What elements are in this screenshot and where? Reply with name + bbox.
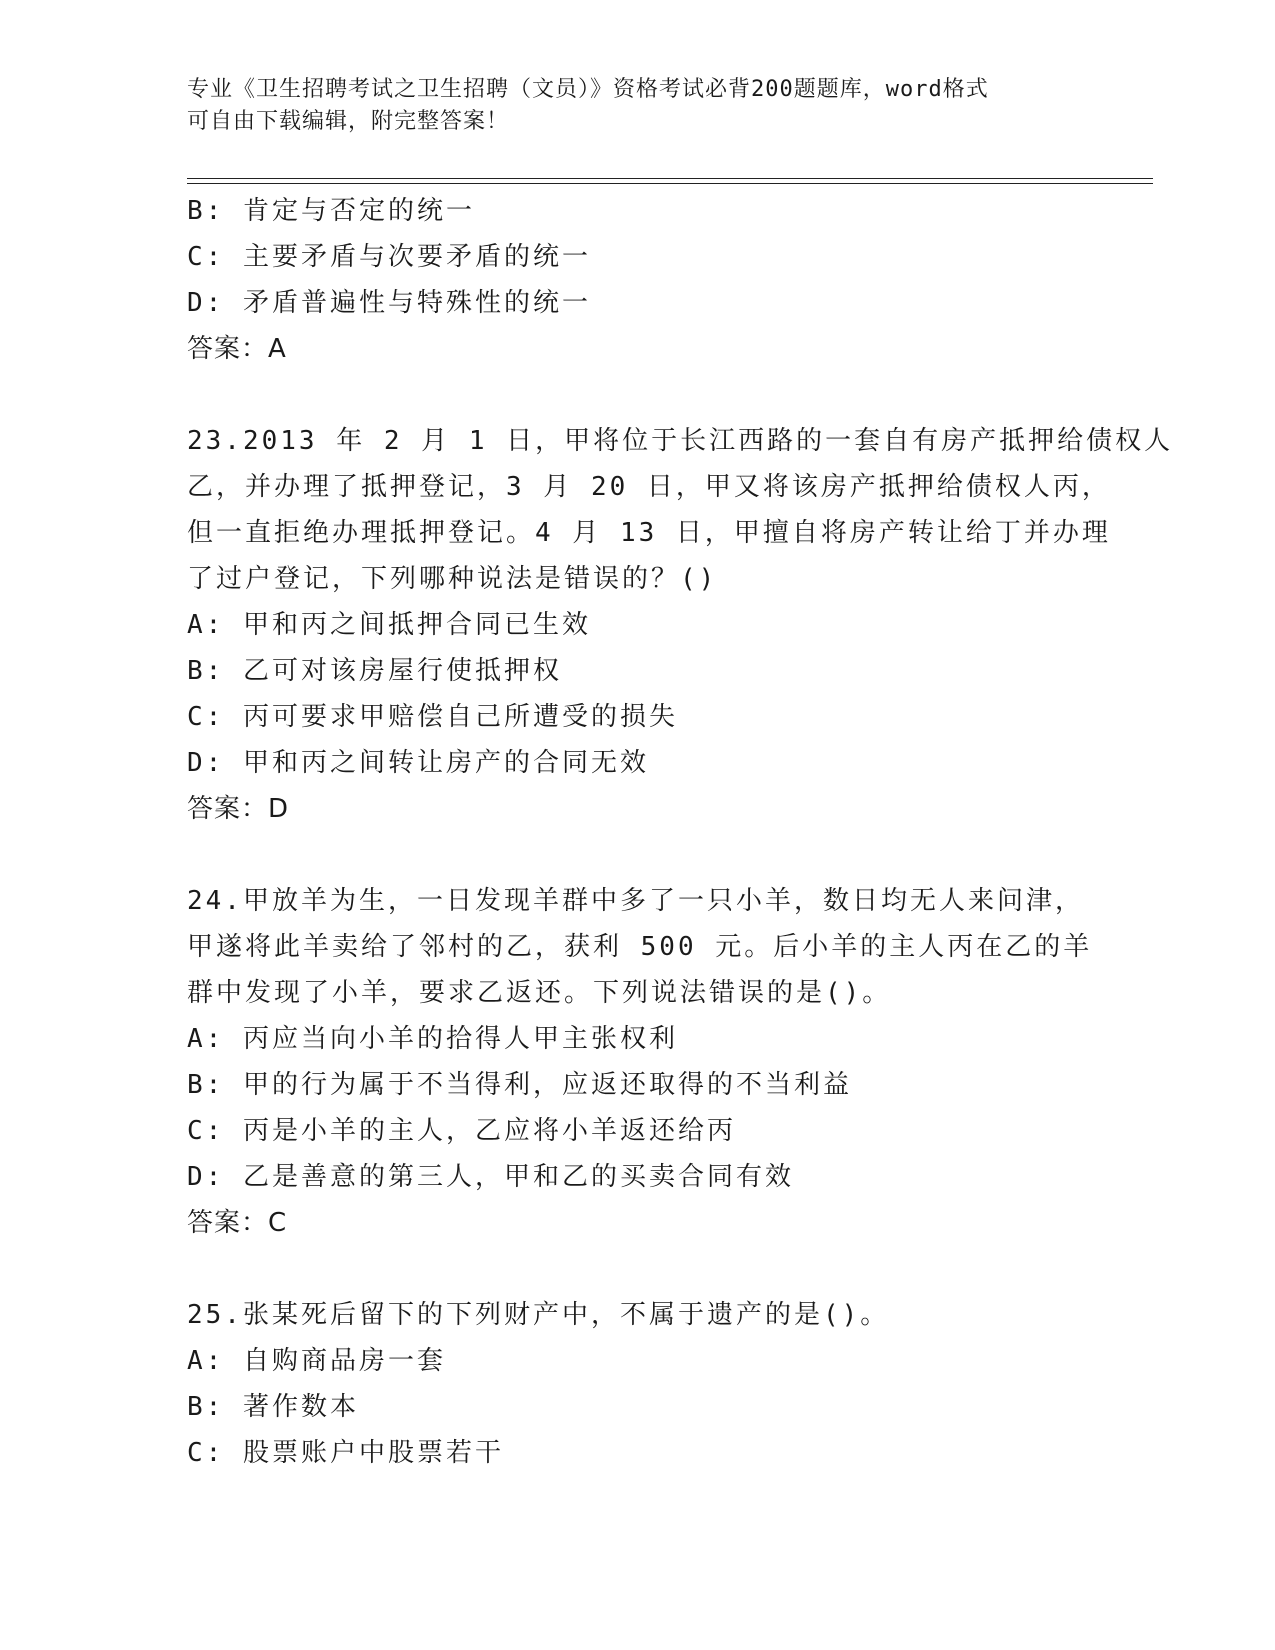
option-a: A: 甲和丙之间抵押合同已生效: [187, 610, 591, 640]
header-divider-top: [187, 178, 1153, 179]
question-content: [187, 188, 1174, 1476]
question-22-tail: [187, 188, 1087, 372]
question-stem-line: 群中发现了小羊，要求乙返还。下列说法错误的是()。: [187, 978, 892, 1008]
answer-line: 答案：A: [187, 334, 287, 364]
question-stem-line: 但一直拒绝办理抵押登记。4 月 13 日，甲擅自将房产转让给丁并办理: [187, 518, 1111, 548]
question-stem-line: 乙，并办理了抵押登记，3 月 20 日，甲又将该房产抵押给债权人丙，: [187, 472, 1111, 502]
question-23: [187, 418, 1174, 832]
question-25: [187, 1292, 1087, 1476]
option-a: A: 自购商品房一套: [187, 1346, 446, 1376]
header-line-2: 可自由下载编辑，附完整答案！: [187, 109, 510, 134]
option-d: D: 甲和丙之间转让房产的合同无效: [187, 748, 649, 778]
spacer: [187, 1246, 1087, 1292]
option-b: B: 著作数本: [187, 1392, 359, 1422]
option-c: C: 丙可要求甲赔偿自己所遭受的损失: [187, 702, 678, 732]
answer-line: 答案：D: [187, 794, 290, 824]
option-a: A: 丙应当向小羊的拾得人甲主张权利: [187, 1024, 678, 1054]
option-c: C: 丙是小羊的主人，乙应将小羊返还给丙: [187, 1116, 736, 1146]
spacer: [187, 832, 1087, 878]
header-line-1: 专业《卫生招聘考试之卫生招聘（文员）》资格考试必背200题题库，word格式: [187, 77, 989, 102]
document-header: [187, 74, 1067, 138]
option-b: B: 甲的行为属于不当得利，应返还取得的不当利益: [187, 1070, 852, 1100]
option-b: B: 乙可对该房屋行使抵押权: [187, 656, 562, 686]
question-24: [187, 878, 1093, 1246]
question-stem-line: 24.甲放羊为生，一日发现羊群中多了一只小羊，数日均无人来问津，: [187, 886, 1084, 916]
option-b: B: 肯定与否定的统一: [187, 196, 475, 226]
option-c: C: 股票账户中股票若干: [187, 1438, 504, 1468]
option-d: D: 矛盾普遍性与特殊性的统一: [187, 288, 591, 318]
question-stem-line: 25.张某死后留下的下列财产中，不属于遗产的是()。: [187, 1300, 890, 1330]
header-divider-bottom: [187, 183, 1153, 184]
question-stem-line: 了过户登记，下列哪种说法是错误的？(): [187, 564, 718, 594]
question-stem-line: 甲遂将此羊卖给了邻村的乙，获利 500 元。后小羊的主人丙在乙的羊: [187, 932, 1093, 962]
option-d: D: 乙是善意的第三人，甲和乙的买卖合同有效: [187, 1162, 794, 1192]
option-c: C: 主要矛盾与次要矛盾的统一: [187, 242, 591, 272]
answer-line: 答案：C: [187, 1208, 288, 1238]
spacer: [187, 372, 1087, 418]
question-stem-line: 23.2013 年 2 月 1 日，甲将位于长江西路的一套自有房产抵押给债权人: [187, 426, 1174, 456]
